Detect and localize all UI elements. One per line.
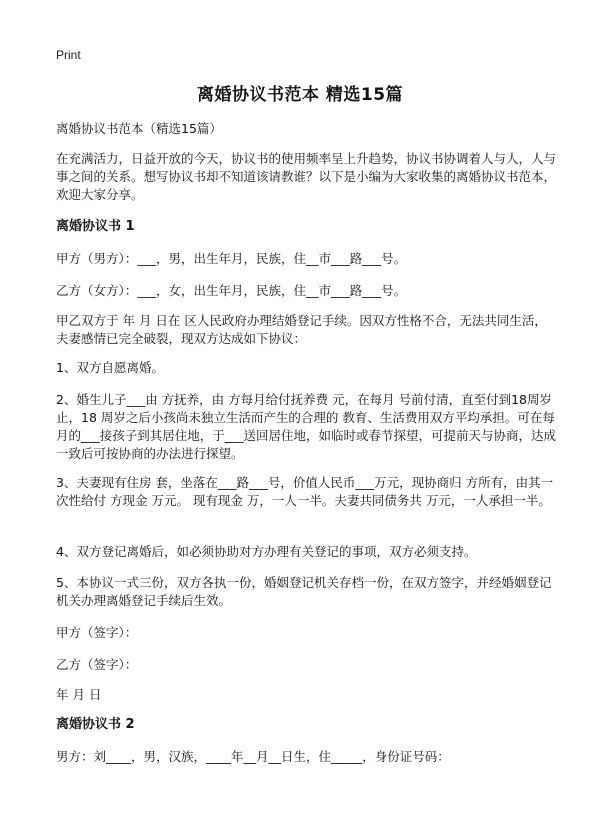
document-subtitle: 离婚协议书范本（精选15篇）: [56, 121, 222, 136]
section2-heading: 离婚协议书 2: [56, 717, 135, 732]
clause-5: 5、本协议一式三份，双方各执一份，婚姻登记机关存档一份，在双方签字，并经婚姻登记机关办理离婚登记手续后生效。: [56, 575, 552, 608]
intro-paragraph: 在充满活力，日益开放的今天，协议书的使用频率呈上升趋势，协议书协调着人与人，人与事之间的关系。想写协议书却不知道该请教谁？以下是小编为大家收集的离婚协议书范本，欢迎大家分享。: [56, 151, 557, 202]
document-title: 离婚协议书范本 精选15篇: [196, 85, 404, 105]
clause-2: 2、婚生儿子___由 方抚养，由 方每月给付抚养费 元，在每月 号前付清，直至付到18周岁止，18 周岁之后小孩尚未独立生活而产生的合理的 教育、生活费用双方平均承担。可在每月的___接孩子到其居住地，于___送回居住地，如临时或春节探望，可提前天与协商，达成一致后可按协商的办法进行探望。: [56, 392, 557, 461]
print-label[interactable]: Print: [56, 48, 81, 62]
section1-heading: 离婚协议书 1: [56, 219, 135, 234]
signature-party-b: 乙方（签字）：: [56, 657, 138, 672]
signature-party-a: 甲方（签字）：: [56, 625, 138, 640]
signature-date: 年 月 日: [56, 687, 102, 702]
clause-3: 3、夫妻现有住房 套，坐落在___路___号，价值人民币___万元，现协商归 方所有，由其一次性给付 方现金 万元。 现有现金 万，一人一半。夫妻共同债务共 万元，一人承担一半。: [56, 475, 554, 508]
preamble-paragraph: 甲乙双方于 年 月 日在 区人民政府办理结婚登记手续。因双方性格不合，无法共同生活，夫妻感情已完全破裂，现双方达成如下协议：: [56, 313, 547, 346]
male-party-line: 男方：刘____，男，汉族，____年__月__日生，住_____，身份证号码：: [56, 749, 450, 764]
clause-1: 1、双方自愿离婚。: [56, 360, 164, 375]
party-a-line: 甲方（男方）：___，男，出生年月，民族，住__市___路___号。: [56, 251, 407, 266]
party-b-line: 乙方（女方）：___，女，出生年月，民族，住__市___路___号。: [56, 283, 407, 298]
clause-4: 4、双方登记离婚后，如必须协助对方办理有关登记的事项，双方必须支持。: [56, 544, 477, 559]
